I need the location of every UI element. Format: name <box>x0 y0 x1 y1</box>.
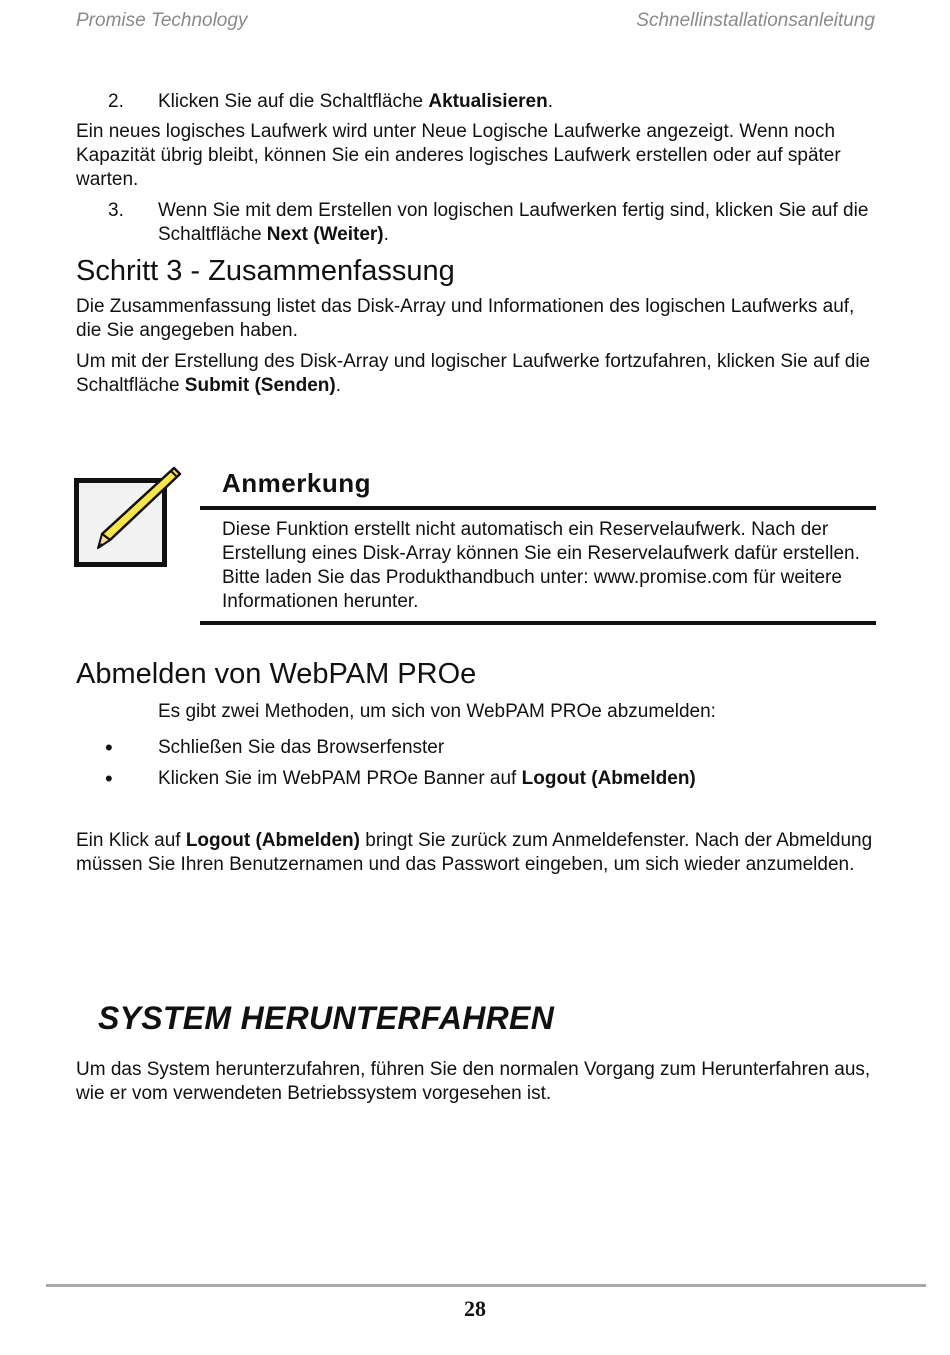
note-top-rule <box>200 506 876 510</box>
paragraph-text: bringt Sie zurück zum Anmeldefenster. Nach der Abmeldung müssen Sie Ihren Benutzernamen und das Passwort eingeben, um sich wieder anzumelden. <box>76 830 873 875</box>
bullet-item <box>158 767 878 791</box>
paragraph: Ein neues logisches Laufwerk wird unter Neue Logische Laufwerke angezeigt. Wenn noch Kapazität übrig bleibt, können Sie ein anderes logisches Laufwerk erstellen oder auf später warten. <box>76 121 841 190</box>
paragraph-text: . <box>335 375 342 396</box>
step-3-bold: Next (Weiter) <box>266 224 384 245</box>
note-bottom-rule <box>200 621 876 625</box>
step-2-text-after: . <box>547 91 553 112</box>
step-number: 2. <box>108 91 124 112</box>
footer-rule <box>46 1284 926 1287</box>
paragraph: Es gibt zwei Methoden, um sich von WebPAM PROe abzumelden: <box>158 701 716 722</box>
note-title: Anmerkung <box>222 468 371 498</box>
step-number: 3. <box>108 200 124 221</box>
header-right: Schnellinstallationsanleitung <box>636 10 875 31</box>
step-2-text-before: Klicken Sie auf die Schaltfläche <box>158 91 429 112</box>
section-heading: Abmelden von WebPAM PROe <box>76 658 477 690</box>
bullet-text: Klicken Sie im WebPAM PROe Banner auf <box>158 768 522 789</box>
paragraph-text: Ein Klick auf <box>76 830 186 851</box>
note-body: Diese Funktion erstellt nicht automatisch ein Reservelaufwerk. Nach der Erstellung eines Disk-Array können Sie ein Reservelaufwerk dafür erstellen. Bitte laden Sie das Produkthandbuch unter: www.promise.com für weitere Informationen herunter. <box>222 519 860 612</box>
paragraph-submit <box>76 350 876 398</box>
header-left: Promise Technology <box>76 10 248 31</box>
paragraph: Die Zusammenfassung listet das Disk-Array und Informationen des logischen Laufwerks auf, die Sie angegeben haben. <box>76 296 855 341</box>
logout-bold: Logout (Abmelden) <box>185 830 360 851</box>
bullet-marker: • <box>105 735 113 760</box>
chapter-heading: SYSTEM HERUNTERFAHREN <box>98 1000 555 1036</box>
pencil-note-icon <box>74 464 186 575</box>
submit-bold: Submit (Senden) <box>184 375 336 396</box>
logout-bold: Logout (Abmelden) <box>521 768 696 789</box>
paragraph-logout <box>76 829 876 877</box>
bullet-item: Schließen Sie das Browserfenster <box>158 737 445 758</box>
paragraph-text: Um mit der Erstellung des Disk-Array und logischer Laufwerke fortzufahren, klicken Sie auf die Schaltfläche <box>76 351 871 396</box>
step-3-text <box>158 199 878 247</box>
paragraph: Um das System herunterzufahren, führen Sie den normalen Vorgang zum Herunterfahren aus, wie er vom verwendeten Betriebssystem vorgesehen ist. <box>76 1059 871 1104</box>
section-heading: Schritt 3 - Zusammenfassung <box>76 255 455 287</box>
page-number: 28 <box>464 1296 486 1321</box>
step-2-text <box>158 90 878 114</box>
step-3-text-after: . <box>383 224 389 245</box>
bullet-marker: • <box>105 766 113 791</box>
step-3-text-before: Wenn Sie mit dem Erstellen von logischen Laufwerken fertig sind, klicken Sie auf die Schaltfläche <box>158 200 869 245</box>
step-2-bold: Aktualisieren <box>428 91 548 112</box>
